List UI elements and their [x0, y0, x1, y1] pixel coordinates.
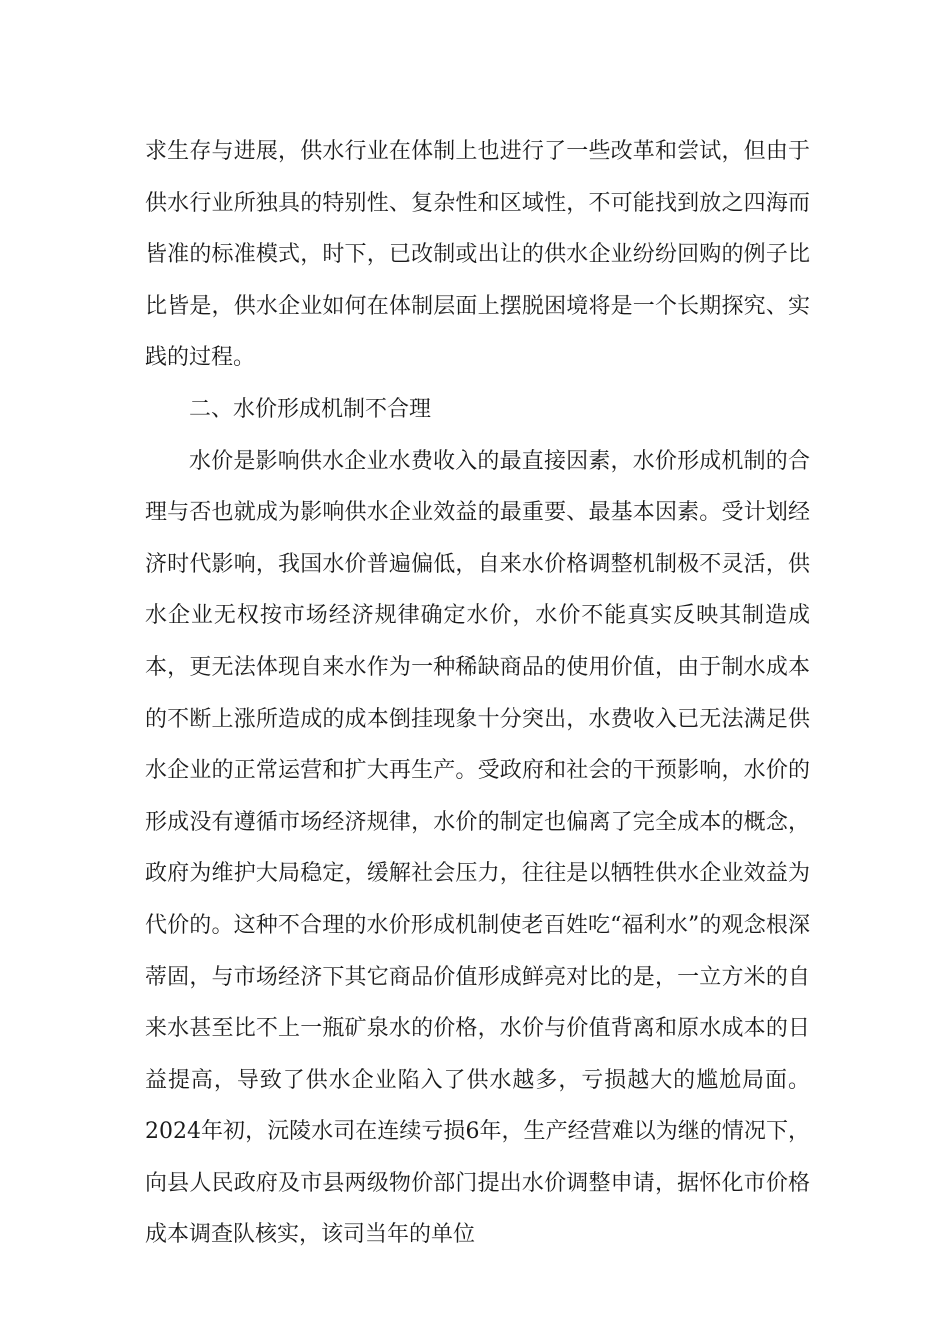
section-heading: 二、水价形成机制不合理: [189, 396, 432, 422]
document-body: [145, 126, 810, 1261]
paragraph-continuation: 求生存与进展，供水行业在体制上也进行了一些改革和尝试，但由于供水行业所独具的特别性、复杂性和区域性，不可能找到放之四海而皆准的标准模式，时下，已改制或出让的供水企业纷纷回购的例子比比皆是，供水企业如何在体制层面上摆脱困境将是一个长期探究、实践的过程。: [145, 139, 810, 371]
paragraph-water-price: 水价是影响供水企业水费收入的最直接因素，水价形成机制的合理与否也就成为影响供水企业效益的最重要、最基本因素。受计划经济时代影响，我国水价普遍偏低，自来水价格调整机制极不灵活，供水企业无权按市场经济规律确定水价，水价不能真实反映其制造成本，更无法体现自来水作为一种稀缺商品的使用价值，由于制水成本的不断上涨所造成的成本倒挂现象十分突出，水费收入已无法满足供水企业的正常运营和扩大再生产。受政府和社会的干预影响，水价的形成没有遵循市场经济规律，水价的制定也偏离了完全成本的概念，政府为维护大局稳定，缓解社会压力，往往是以牺牲供水企业效益为代价的。这种不合理的水价形成机制使老百姓吃“福利水”的观念根深蒂固，与市场经济下其它商品价值形成鲜亮对比的是，一立方米的自来水甚至比不上一瓶矿泉水的价格，水价与价值背离和原水成本的日益提高，导致了供水企业陷入了供水越多，亏损越大的尴尬局面。2024年初，沅陵水司在连续亏损6年，生产经营难以为继的情况下，向县人民政府及市县两级物价部门提出水价调整申请，据怀化市价格成本调查队核实，该司当年的单位: [145, 448, 810, 1248]
